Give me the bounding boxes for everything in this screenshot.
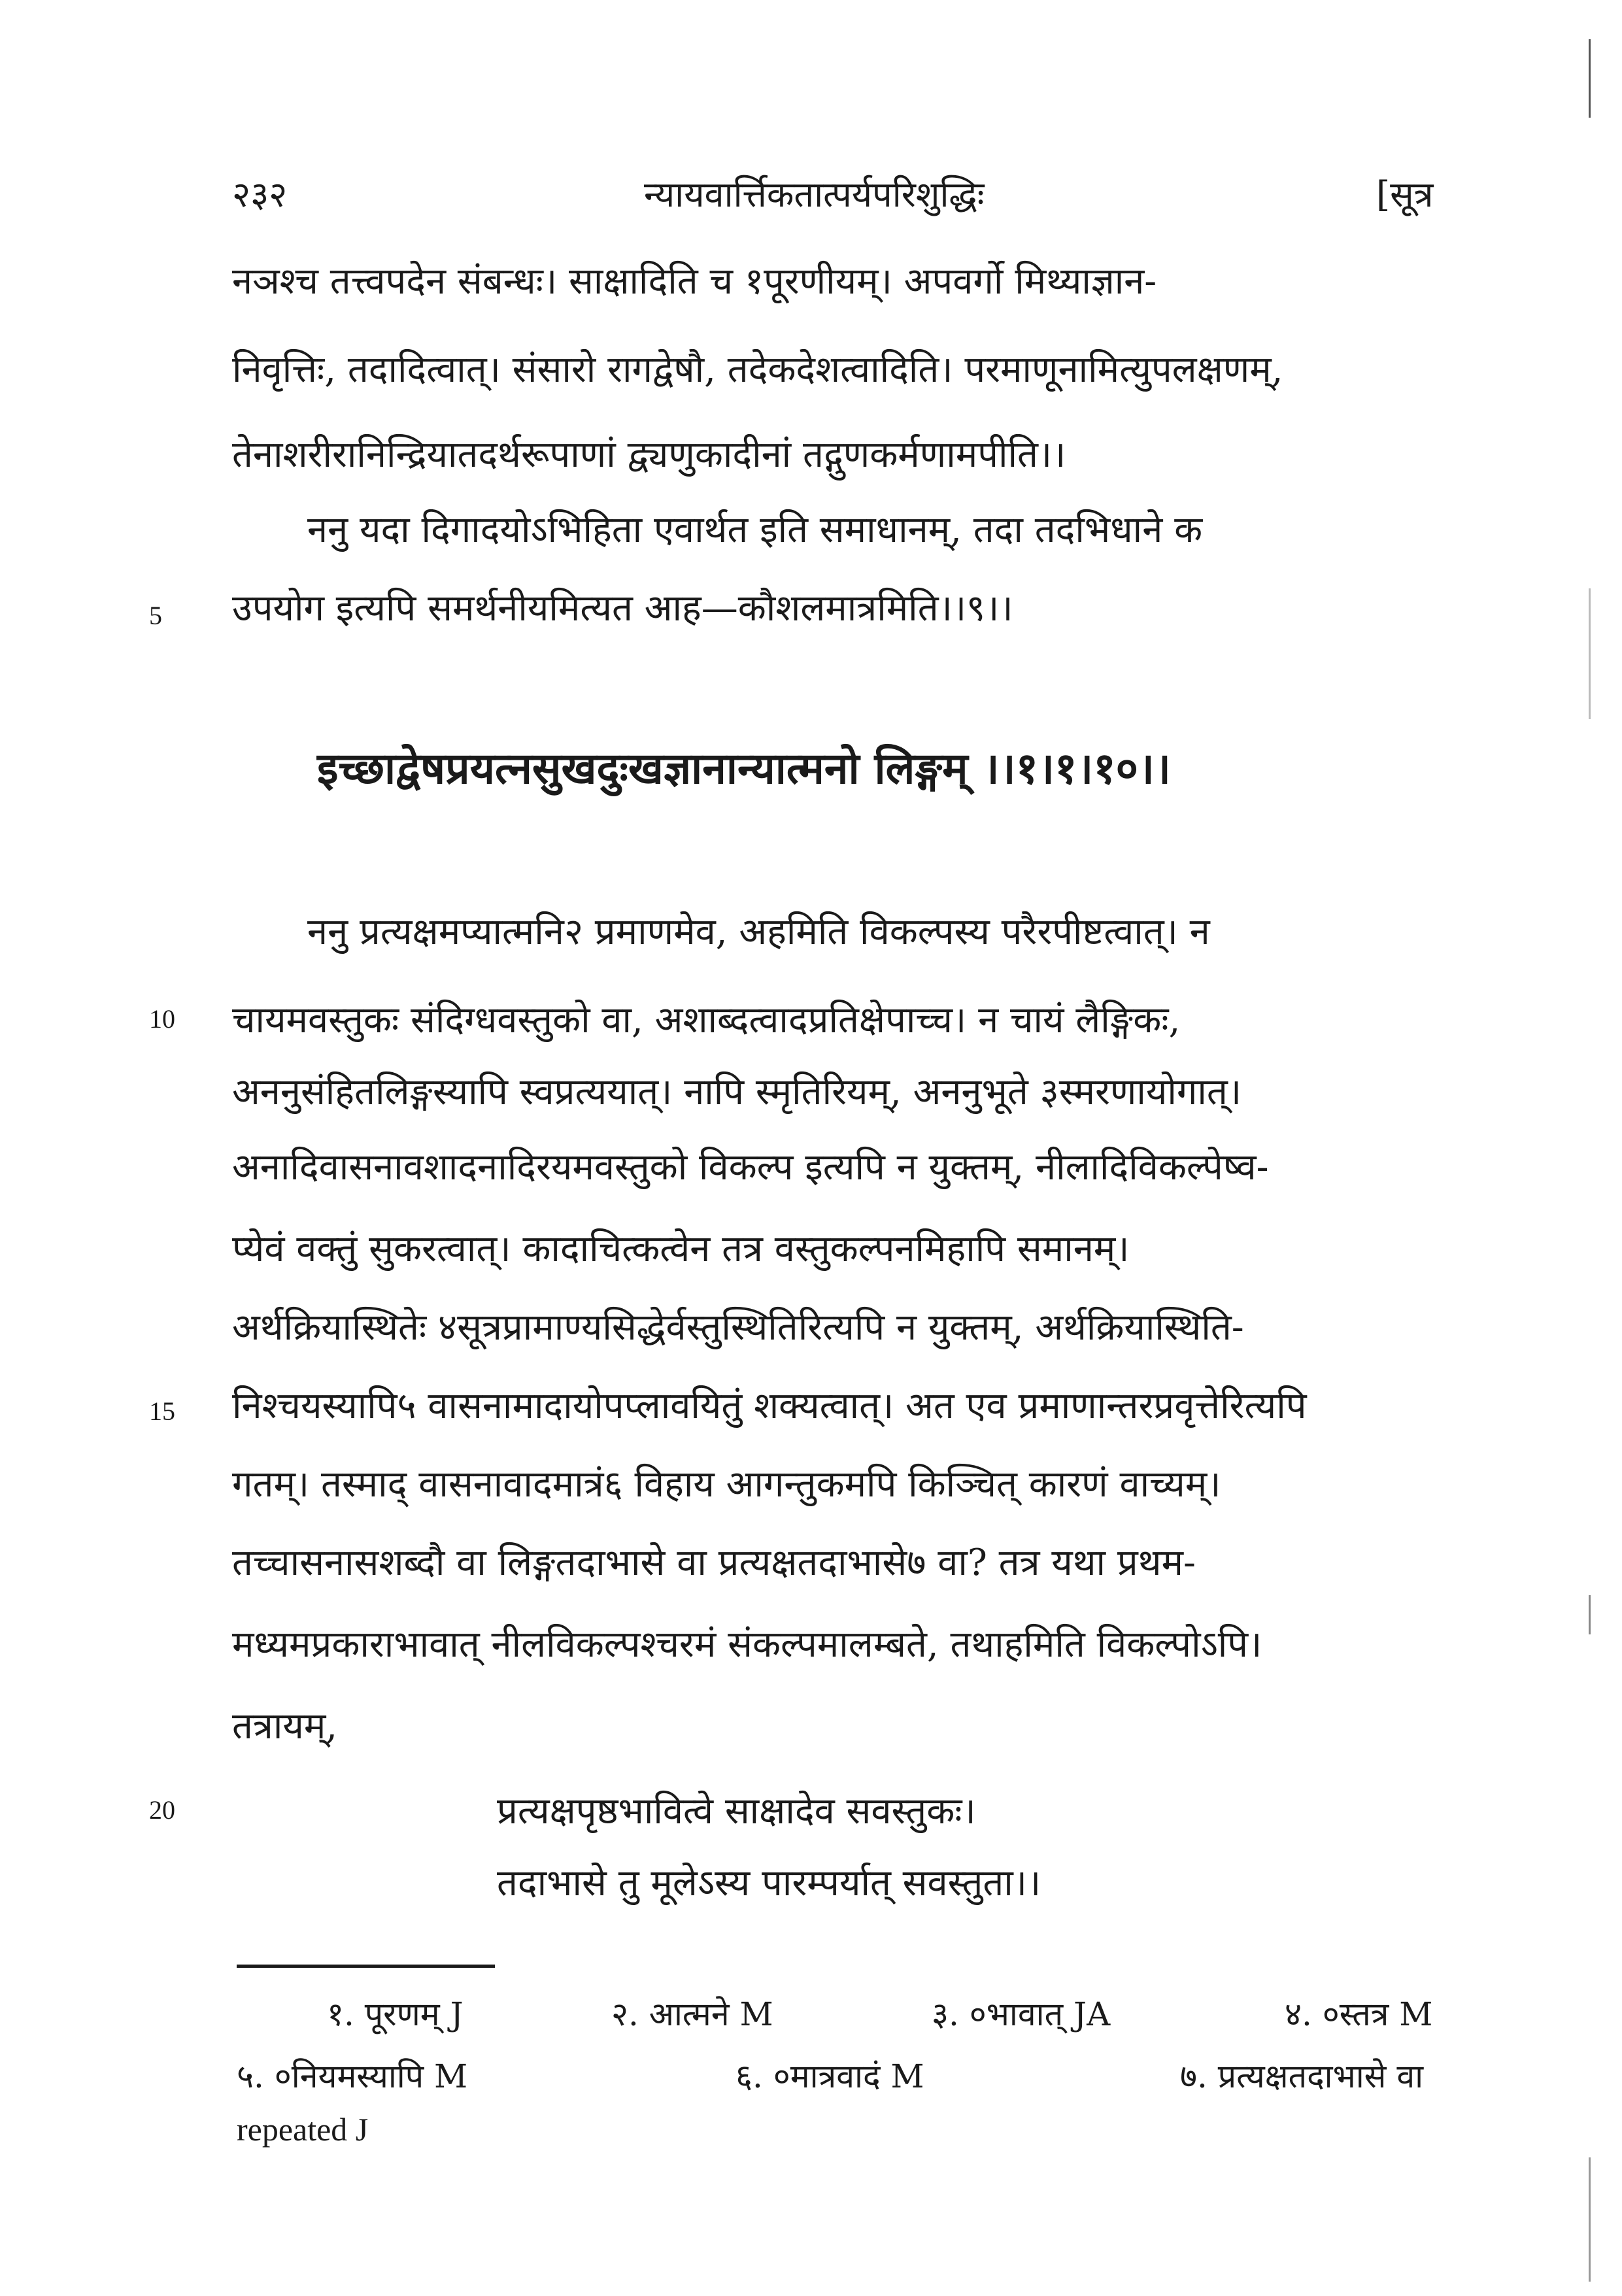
footnote-rule <box>237 1965 495 1968</box>
text-line: अनादिवासनावशादनादिरयमवस्तुको विकल्प इत्यपि न युक्तम्, नीलादिविकल्पेष्व- <box>232 1146 1269 1189</box>
text-line: प्येवं वक्तुं सुकरत्वात्। कादाचित्कत्वेन तत्र वस्तुकल्पनमिहापि समानम्। <box>232 1228 1130 1270</box>
footnote: ४. ०स्तत्र M <box>1285 1995 1433 2033</box>
edge-mark <box>1589 2157 1591 2282</box>
page-number: २३२ <box>232 174 288 215</box>
text-line: ननु प्रत्यक्षमप्यात्मनि२ प्रमाणमेव, अहमिति विकल्पस्य परैरपीष्टत्वात्। न <box>307 911 1210 953</box>
text-line: चायमवस्तुकः संदिग्धवस्तुको वा, अशाब्दत्वादप्रतिक्षेपाच्च। न चायं लैङ्गिकः, <box>232 999 1181 1041</box>
text-line: ननु यदा दिगादयोऽभिहिता एवार्थत इति समाधानम्, तदा तदभिधाने क <box>307 509 1203 551</box>
text-line: उपयोग इत्यपि समर्थनीयमित्यत आह—कौशलमात्रमिति।।९।। <box>232 587 1013 630</box>
line-number: 15 <box>149 1396 175 1426</box>
text-line: तेनाशरीरानिन्द्रियातदर्थरूपाणां द्व्यणुकादीनां तद्गुणकर्मणामपीति।। <box>232 433 1066 476</box>
edge-mark <box>1589 39 1591 118</box>
text-line: नञश्च तत्त्वपदेन संबन्धः। साक्षादिति च १पूरणीयम्। अपवर्गो मिथ्याज्ञान- <box>232 260 1157 303</box>
footnote: २. आत्मने M <box>611 1995 773 2033</box>
footnote: ७. प्रत्यक्षतदाभासे वा <box>1180 2057 1424 2095</box>
edge-mark <box>1589 1595 1591 1634</box>
text-line: निश्चयस्यापि५ वासनामादायोपप्लावयितुं शक्यत्वात्। अत एव प्रमाणान्तरप्रवृत्तेरित्यपि <box>232 1385 1307 1427</box>
line-number: 5 <box>149 601 162 630</box>
verse-line: प्रत्यक्षपृष्ठभावित्वे साक्षादेव सवस्तुकः। <box>497 1790 976 1832</box>
sutra-heading: इच्छाद्वेषप्रयत्नसुखदुःखज्ञानान्यात्मनो लिङ्गम् ।।१।१।१०।। <box>317 743 1171 794</box>
text-line: गतम्। तस्माद् वासनावादमात्रं६ विहाय आगन्तुकमपि किञ्चित् कारणं वाच्यम्। <box>232 1463 1221 1506</box>
verse-line: तदाभासे तु मूलेऽस्य पारम्पर्यात् सवस्तुता।। <box>497 1862 1041 1904</box>
footnote: repeated J <box>237 2111 369 2148</box>
line-number: 10 <box>149 1004 175 1034</box>
footnote: १. पूरणम् J <box>327 1995 464 2033</box>
footnote: ३. ०भावात् JA <box>932 1995 1111 2033</box>
edge-mark <box>1589 588 1591 719</box>
text-line: तच्चासनासशब्दौ वा लिङ्गतदाभासे वा प्रत्यक्षतदाभासे७ वा? तत्र यथा प्रथम- <box>232 1542 1196 1584</box>
line-number: 20 <box>149 1795 175 1825</box>
running-title: न्यायवार्त्तिकतात्पर्यपरिशुद्धिः <box>644 174 985 215</box>
text-line: निवृत्तिः, तदादित्वात्। संसारो रागद्वेषौ, तदेकदेशत्वादिति। परमाणूनामित्युपलक्षणम्, <box>232 348 1283 391</box>
text-line: अर्थक्रियास्थितेः ४सूत्रप्रामाण्यसिद्धेर्वस्तुस्थितिरित्यपि न युक्तम्, अर्थक्रियास्थिति- <box>232 1306 1244 1349</box>
section-marker: [सूत्र <box>1376 174 1434 215</box>
footnote: ५. ०नियमस्यापि M <box>237 2057 468 2095</box>
text-line: अननुसंहितलिङ्गस्यापि स्वप्रत्ययात्। नापि स्मृतिरियम्, अननुभूते ३स्मरणायोगात्। <box>232 1071 1242 1113</box>
text-line: तत्रायम्, <box>232 1705 338 1747</box>
footnote: ६. ०मात्रवादं M <box>735 2057 924 2095</box>
text-line: मध्यमप्रकाराभावात् नीलविकल्पश्चरमं संकल्पमालम्बते, तथाहमिति विकल्पोऽपि। <box>232 1623 1262 1666</box>
